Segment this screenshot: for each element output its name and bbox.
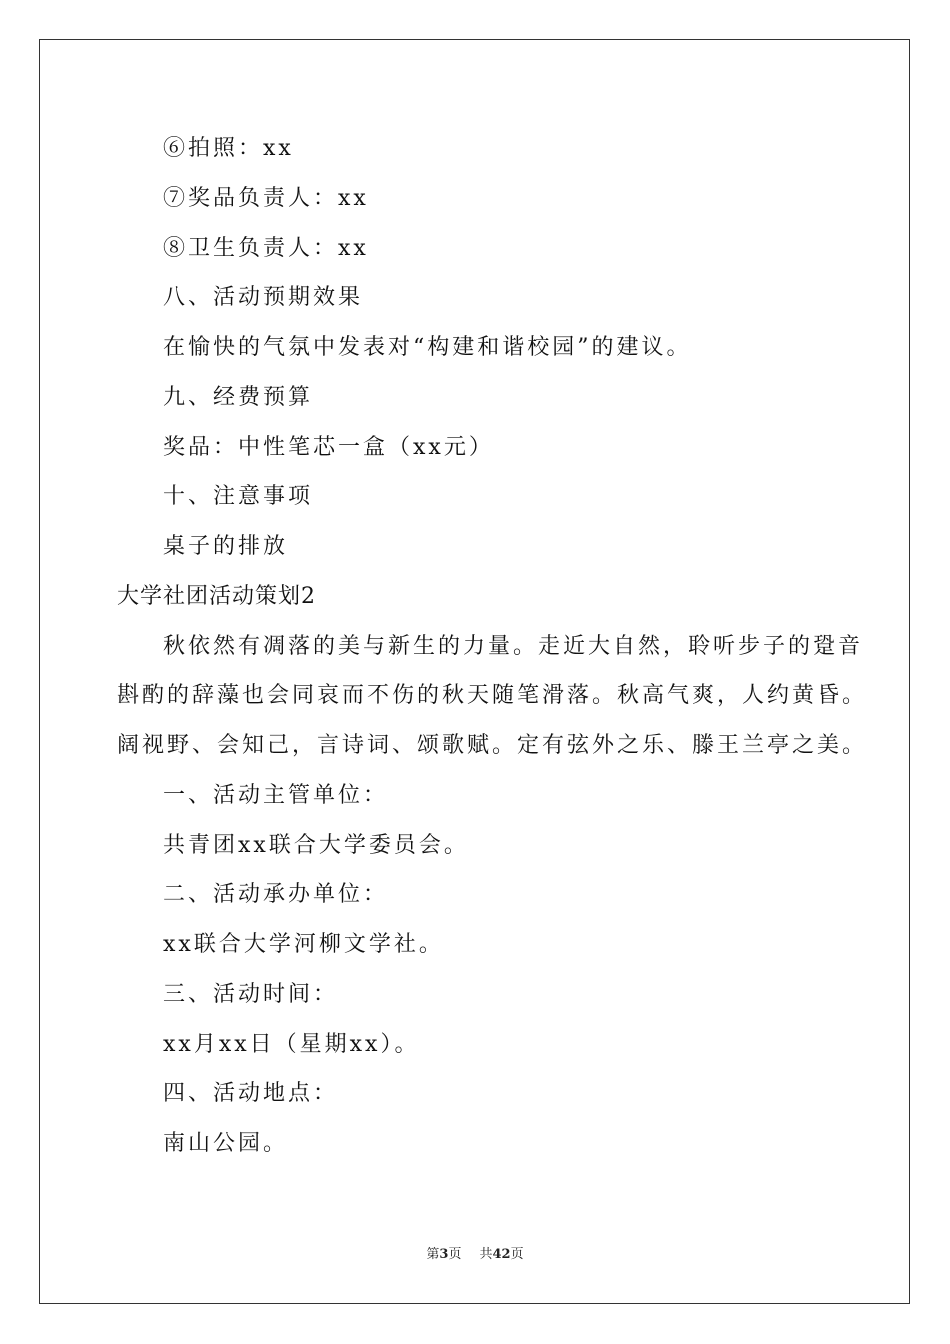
footer-current-page: 3 bbox=[439, 1247, 449, 1262]
paragraph-organizer: xx联合大学河柳文学社。 bbox=[163, 932, 444, 957]
intro-paragraph-line-2: 斟酌的辞藻也会同哀而不伤的秋天随笔滑落。秋高气爽，人约黄昏。 bbox=[117, 683, 868, 708]
intro-paragraph-line-1: 秋依然有凋落的美与新生的力量。走近大自然，聆听步子的跫音 bbox=[163, 634, 864, 659]
section-heading-supervisor: 一、活动主管单位： bbox=[163, 783, 389, 808]
paragraph-location: 南山公园。 bbox=[163, 1131, 289, 1156]
intro-paragraph-line-3: 阔视野、会知己，言诗词、颂歌赋。定有弦外之乐、滕王兰亭之美。 bbox=[117, 733, 868, 758]
footer-page-prefix: 第 bbox=[426, 1247, 440, 1262]
staff-photo-line: ⑥拍照：xx bbox=[163, 136, 294, 161]
paragraph-expected-effect: 在愉快的气氛中发表对“构建和谐校园”的建议。 bbox=[163, 335, 692, 360]
document-title-plan-2: 大学社团活动策划2 bbox=[117, 584, 316, 609]
section-heading-organizer: 二、活动承办单位： bbox=[163, 882, 389, 907]
staff-hygiene-line: ⑧卫生负责人：xx bbox=[163, 236, 369, 261]
paragraph-budget: 奖品：中性笔芯一盒（xx元） bbox=[163, 435, 494, 460]
footer-total-suffix: 页 bbox=[510, 1247, 524, 1262]
page-border bbox=[39, 39, 910, 1304]
section-heading-expected-effect: 八、活动预期效果 bbox=[163, 285, 364, 310]
section-heading-location: 四、活动地点： bbox=[163, 1081, 339, 1106]
section-heading-budget: 九、经费预算 bbox=[163, 385, 314, 410]
staff-prize-line: ⑦奖品负责人：xx bbox=[163, 186, 369, 211]
section-heading-time: 三、活动时间： bbox=[163, 982, 339, 1007]
paragraph-time: xx月xx日（星期xx）。 bbox=[163, 1032, 420, 1057]
page-footer bbox=[0, 1245, 950, 1265]
footer-total-prefix: 共 bbox=[479, 1247, 493, 1262]
footer-total-pages: 42 bbox=[492, 1247, 511, 1262]
section-heading-notes: 十、注意事项 bbox=[163, 484, 314, 509]
footer-page-suffix: 页 bbox=[448, 1247, 462, 1262]
paragraph-supervisor: 共青团xx联合大学委员会。 bbox=[163, 833, 469, 858]
paragraph-notes: 桌子的排放 bbox=[163, 534, 289, 559]
